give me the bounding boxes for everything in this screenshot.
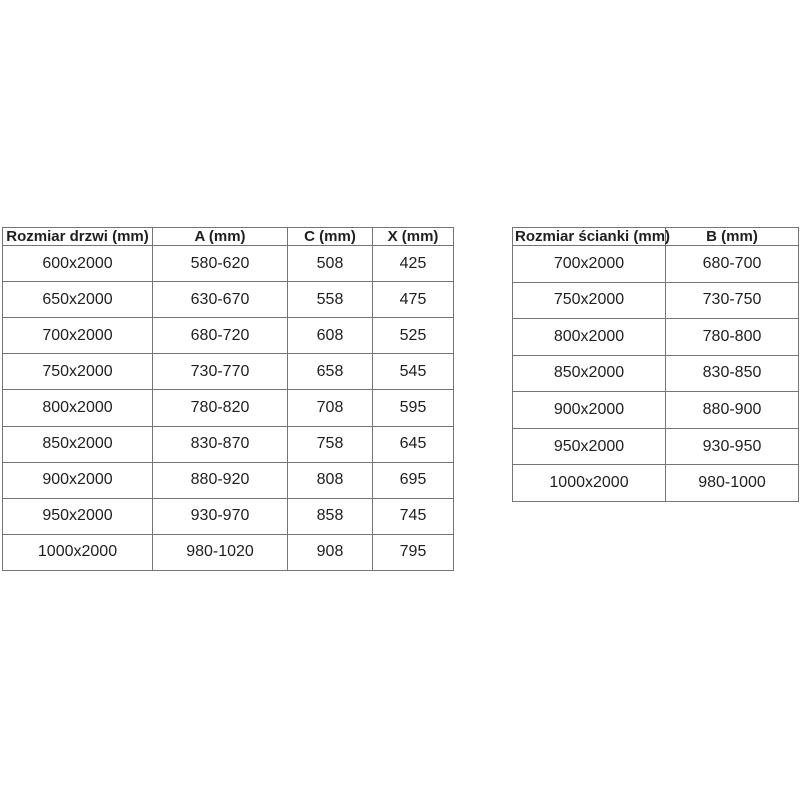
table-cell: 780-800 <box>666 319 799 356</box>
wall-table-header <box>513 228 799 246</box>
column-header-door-size: Rozmiar drzwi (mm) <box>3 228 153 246</box>
column-header-b: B (mm) <box>666 228 799 246</box>
column-header-wall-size: Rozmiar ścianki (mm) <box>513 228 666 246</box>
table-cell: 475 <box>373 282 454 318</box>
table-cell: 545 <box>373 354 454 390</box>
table-cell: 730-770 <box>153 354 288 390</box>
table-cell: 830-850 <box>666 355 799 392</box>
table-cell: 595 <box>373 390 454 426</box>
table-row <box>3 426 454 462</box>
table-cell: 630-670 <box>153 282 288 318</box>
table-cell: 950x2000 <box>513 428 666 465</box>
table-row <box>3 318 454 354</box>
table-cell: 680-720 <box>153 318 288 354</box>
table-cell: 700x2000 <box>3 318 153 354</box>
table-cell: 800x2000 <box>3 390 153 426</box>
table-cell: 680-700 <box>666 246 799 283</box>
table-cell: 508 <box>288 246 373 282</box>
table-cell: 900x2000 <box>513 392 666 429</box>
table-cell: 750x2000 <box>3 354 153 390</box>
column-header-x: X (mm) <box>373 228 454 246</box>
table-cell: 580-620 <box>153 246 288 282</box>
table-cell: 525 <box>373 318 454 354</box>
door-table-body <box>3 246 454 571</box>
table-cell: 695 <box>373 462 454 498</box>
column-header-a: A (mm) <box>153 228 288 246</box>
table-cell: 980-1020 <box>153 534 288 570</box>
table-cell: 758 <box>288 426 373 462</box>
table-cell: 880-920 <box>153 462 288 498</box>
table-row <box>3 282 454 318</box>
table-row <box>513 246 799 283</box>
table-row <box>3 462 454 498</box>
table-cell: 558 <box>288 282 373 318</box>
table-cell: 800x2000 <box>513 319 666 356</box>
table-cell: 730-750 <box>666 282 799 319</box>
table-cell: 650x2000 <box>3 282 153 318</box>
door-table-header <box>3 228 454 246</box>
table-cell: 858 <box>288 498 373 534</box>
table-cell: 780-820 <box>153 390 288 426</box>
wall-size-table <box>512 227 799 502</box>
table-cell: 608 <box>288 318 373 354</box>
table-cell: 880-900 <box>666 392 799 429</box>
table-row <box>513 392 799 429</box>
table-cell: 850x2000 <box>513 355 666 392</box>
table-cell: 1000x2000 <box>513 465 666 502</box>
table-row <box>513 465 799 502</box>
header-row <box>513 228 799 246</box>
table-cell: 708 <box>288 390 373 426</box>
table-row <box>3 354 454 390</box>
column-header-c: C (mm) <box>288 228 373 246</box>
table-cell: 930-950 <box>666 428 799 465</box>
table-cell: 830-870 <box>153 426 288 462</box>
table-cell: 700x2000 <box>513 246 666 283</box>
table-row <box>3 246 454 282</box>
table-row <box>513 355 799 392</box>
table-cell: 425 <box>373 246 454 282</box>
table-cell: 600x2000 <box>3 246 153 282</box>
table-cell: 900x2000 <box>3 462 153 498</box>
table-cell: 1000x2000 <box>3 534 153 570</box>
table-cell: 950x2000 <box>3 498 153 534</box>
table-cell: 980-1000 <box>666 465 799 502</box>
table-cell: 645 <box>373 426 454 462</box>
table-row <box>513 282 799 319</box>
table-cell: 908 <box>288 534 373 570</box>
table-row <box>3 498 454 534</box>
table-row <box>3 534 454 570</box>
table-row <box>513 428 799 465</box>
table-row <box>513 319 799 356</box>
table-cell: 930-970 <box>153 498 288 534</box>
door-size-table <box>2 227 454 571</box>
header-row <box>3 228 454 246</box>
table-cell: 808 <box>288 462 373 498</box>
table-cell: 745 <box>373 498 454 534</box>
wall-table-body <box>513 246 799 502</box>
table-cell: 850x2000 <box>3 426 153 462</box>
table-row <box>3 390 454 426</box>
table-cell: 795 <box>373 534 454 570</box>
table-cell: 750x2000 <box>513 282 666 319</box>
table-cell: 658 <box>288 354 373 390</box>
